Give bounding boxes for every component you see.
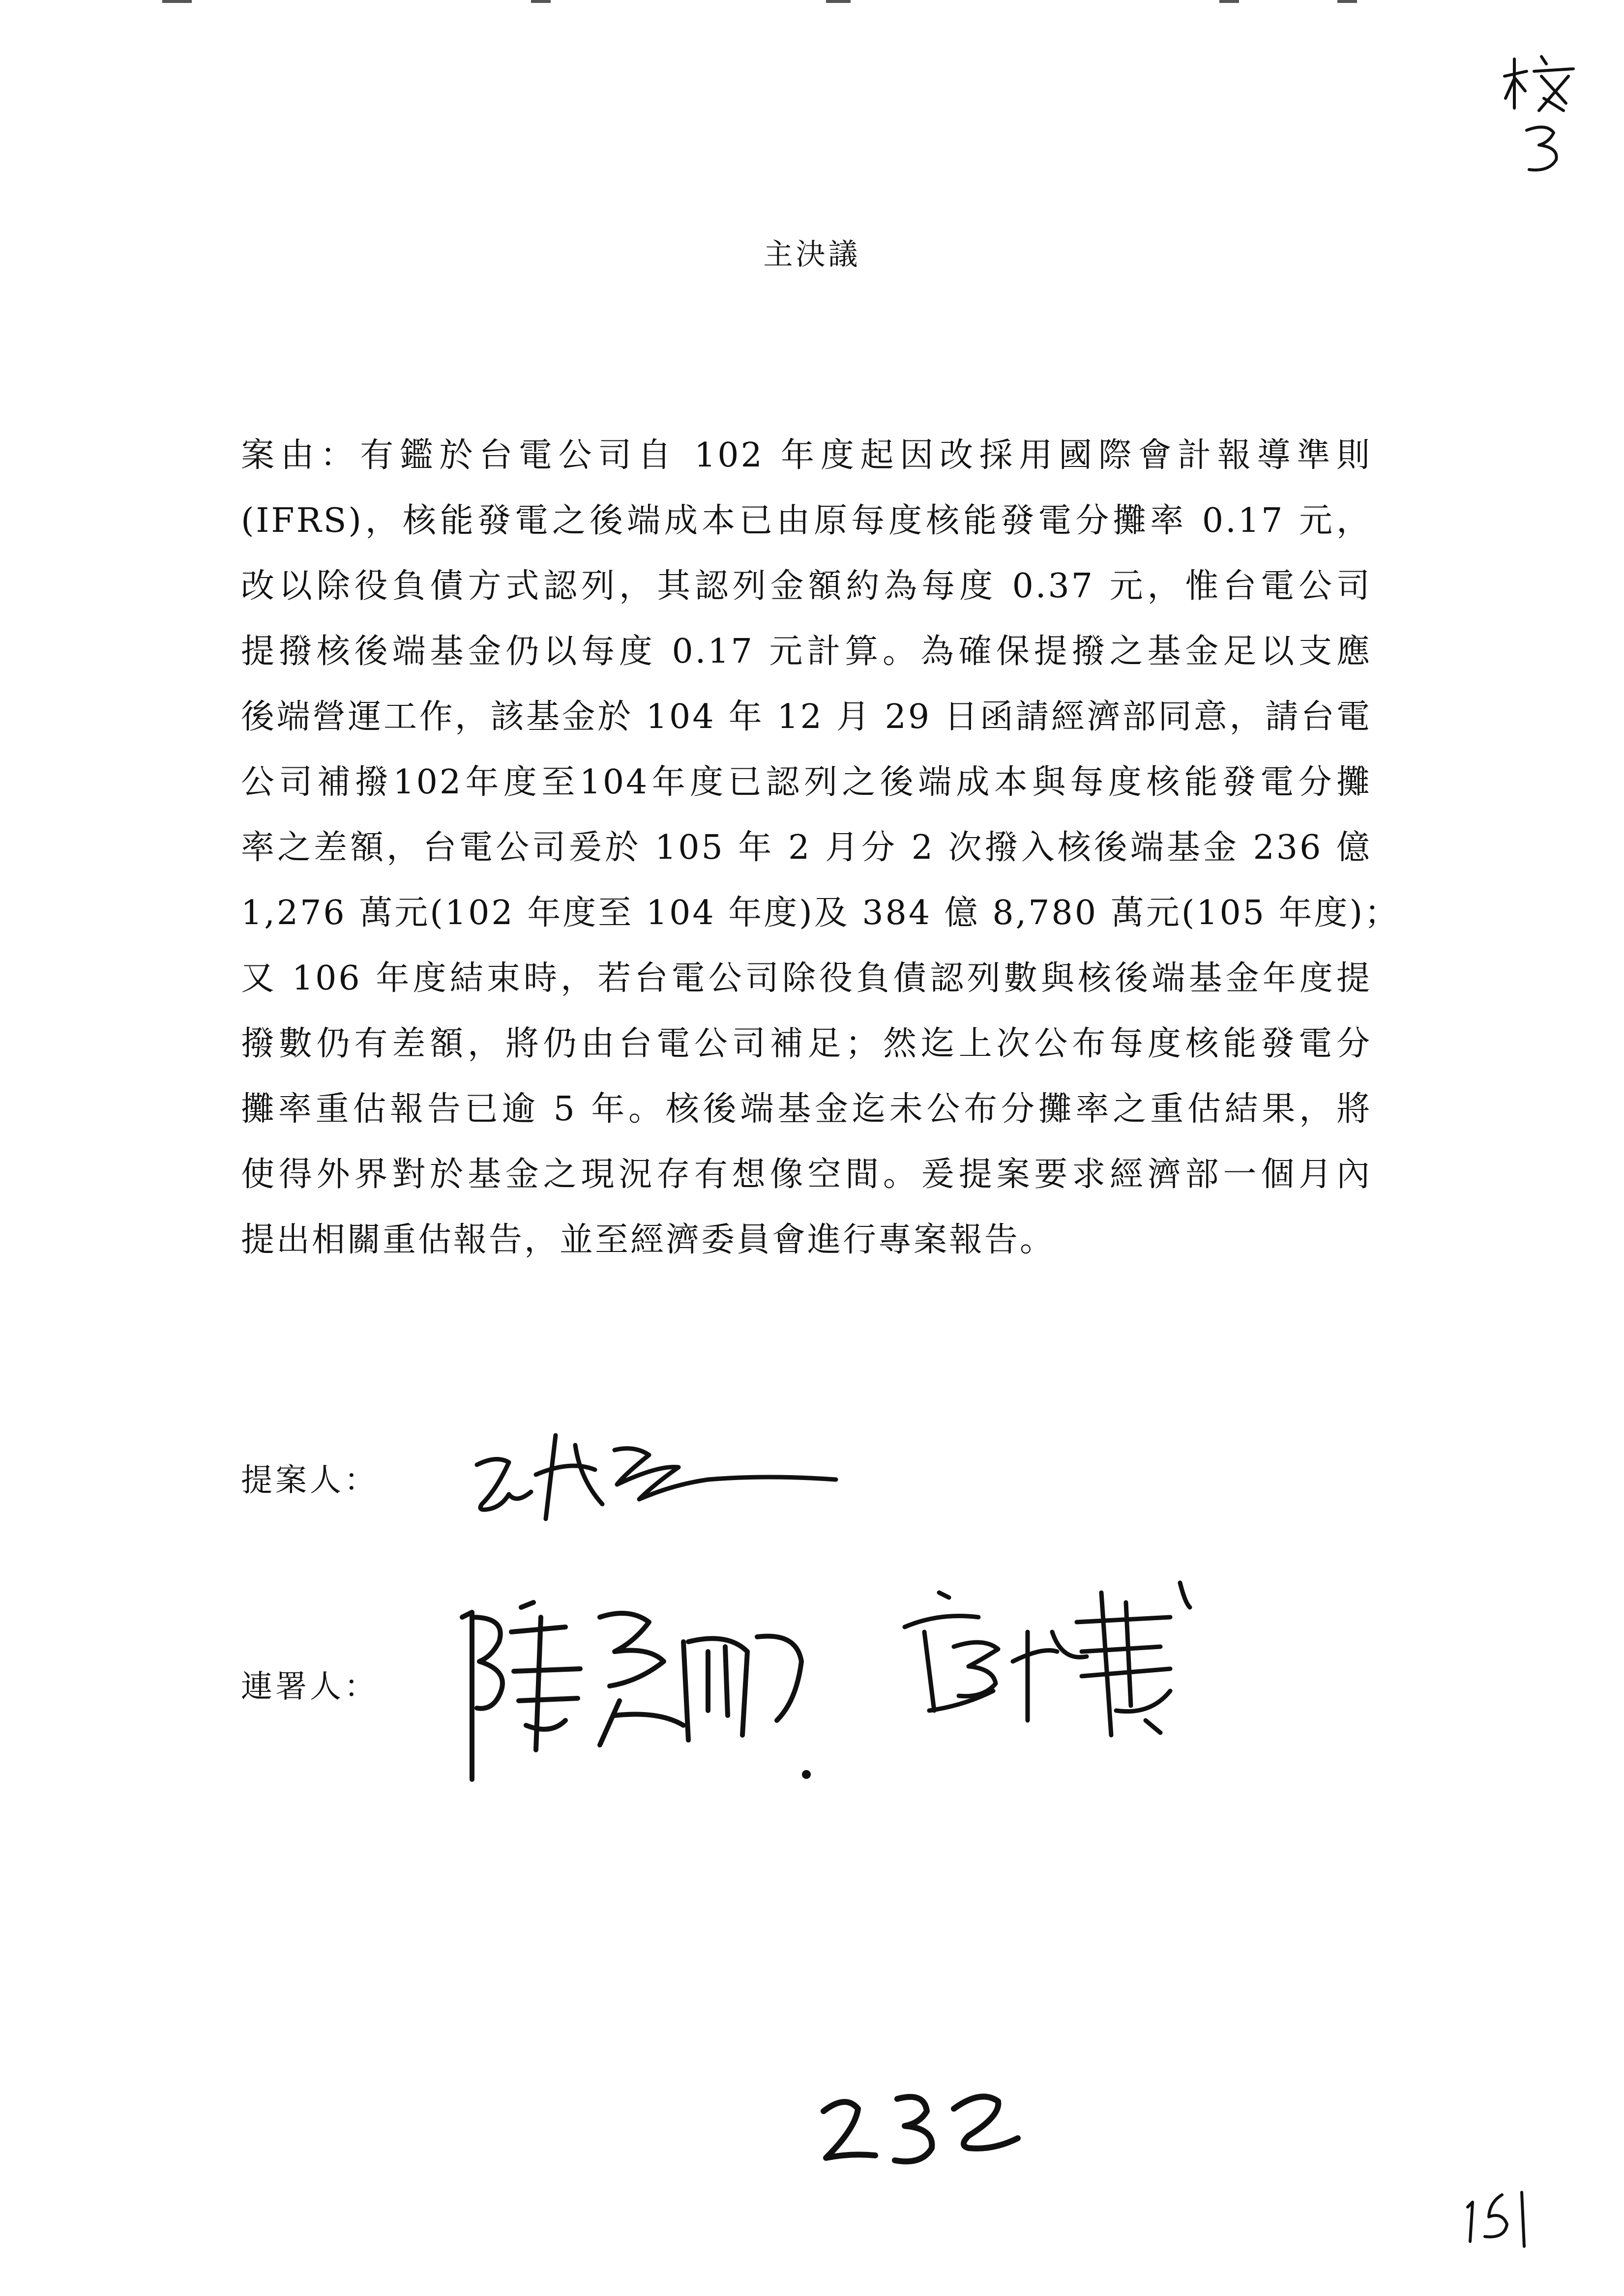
scan-edge-marks bbox=[0, 0, 1624, 7]
body-line: 又 106 年度結束時，若台電公司除役負債認列數與核後端基金年度提 bbox=[241, 959, 1372, 998]
proposer-label: 提案人： bbox=[241, 1462, 379, 1499]
resolution-body bbox=[241, 423, 1400, 1273]
handwritten-corner-note bbox=[1500, 49, 1583, 177]
page-number-handwriting bbox=[1455, 2173, 1534, 2256]
proposer-signature bbox=[462, 1406, 856, 1553]
document-title: 主決議 bbox=[763, 237, 861, 272]
body-line: 提撥核後端基金仍以每度 0.17 元計算。為確保提撥之基金足以支應 bbox=[241, 632, 1372, 671]
body-line: 提出相關重估報告，並至經濟委員會進行專案報告。 bbox=[241, 1221, 1056, 1259]
corner-note-handwriting bbox=[1500, 49, 1583, 177]
body-line: (IFRS)，核能發電之後端成本已由原每度核能發電分攤率 0.17 元， bbox=[241, 501, 1372, 540]
body-line: 公司補撥102年度至104年度已認列之後端成本與每度核能發電分攤 bbox=[241, 763, 1372, 802]
cosigner-signature-1 bbox=[452, 1588, 821, 1794]
handwritten-page-number bbox=[1455, 2173, 1534, 2256]
number-handwriting bbox=[811, 2064, 1028, 2178]
body-line: 率之差額，台電公司爰於 105 年 2 月分 2 次撥入核後端基金 236 億 bbox=[241, 828, 1372, 867]
body-line: 案由：有鑑於台電公司自 102 年度起因改採用國際會計報導準則 bbox=[241, 436, 1372, 475]
signature-handwriting bbox=[452, 1588, 821, 1794]
signature-handwriting bbox=[895, 1563, 1239, 1750]
body-line: 改以除役負債方式認列，其認列金額約為每度 0.37 元，惟台電公司 bbox=[241, 567, 1372, 606]
body-line: 撥數仍有差額，將仍由台電公司補足；然迄上次公布每度核能發電分 bbox=[241, 1024, 1372, 1063]
body-line: 攤率重估報告已逾 5 年。核後端基金迄未公布分攤率之重估結果，將 bbox=[241, 1090, 1372, 1129]
cosigner-label: 連署人： bbox=[241, 1669, 379, 1705]
body-line: 1,276 萬元(102 年度至 104 年度)及 384 億 8,780 萬元(105 年度)； bbox=[241, 894, 1400, 932]
handwritten-page-total bbox=[811, 2064, 1028, 2178]
cosigner-signature-2 bbox=[895, 1563, 1239, 1750]
signature-handwriting bbox=[462, 1406, 856, 1553]
body-line: 使得外界對於基金之現況存有想像空間。爰提案要求經濟部一個月內 bbox=[241, 1155, 1372, 1194]
body-line: 後端營運工作，該基金於 104 年 12 月 29 日函請經濟部同意，請台電 bbox=[241, 698, 1372, 736]
